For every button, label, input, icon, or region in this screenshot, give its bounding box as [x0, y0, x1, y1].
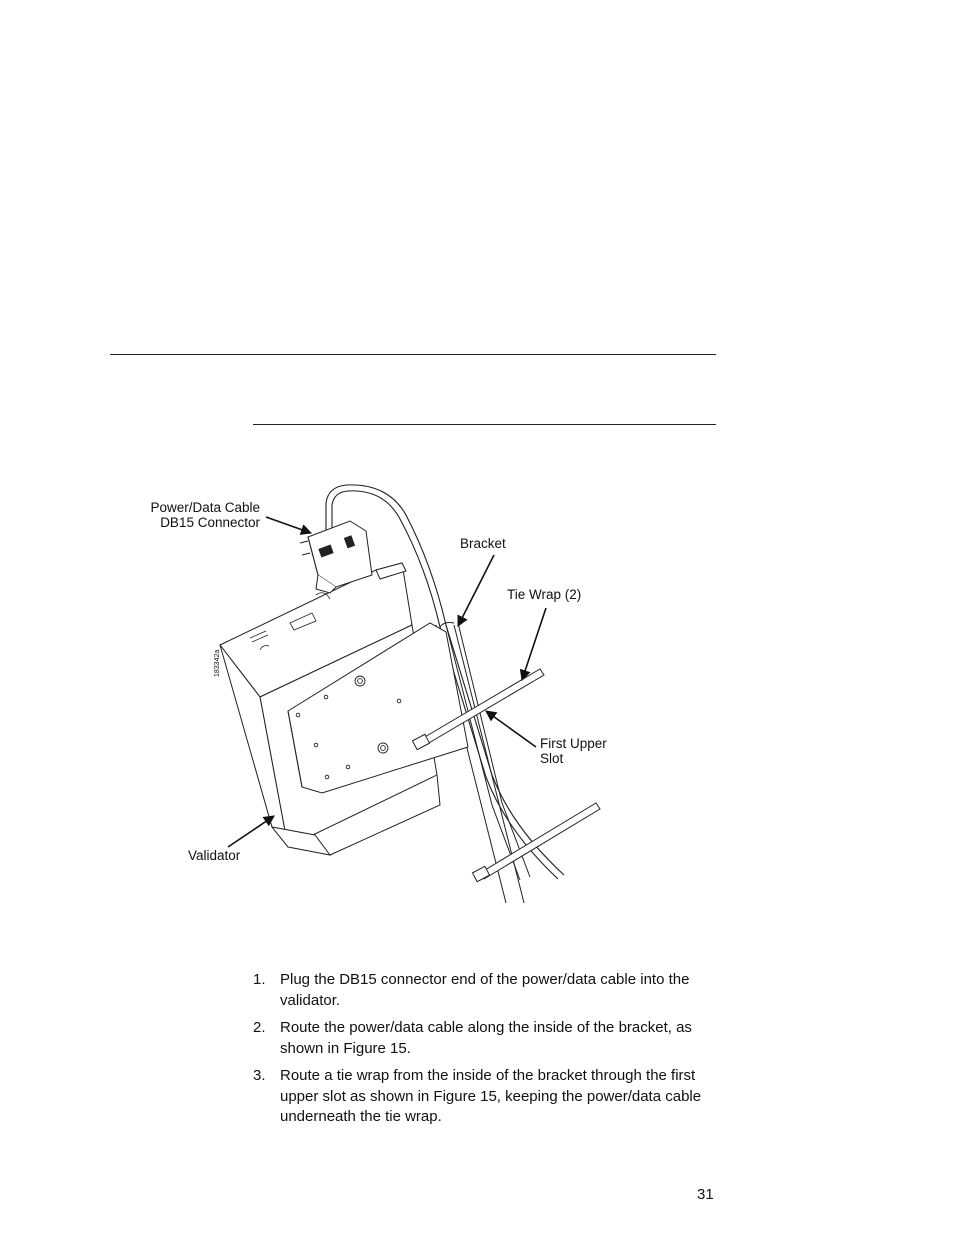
list-item: [253, 970, 718, 1011]
step-text: Route the power/data cable along the inside of the bracket, as shown in Figure 15.: [280, 1019, 692, 1057]
step-number: 1.: [253, 971, 266, 988]
step-number: 2.: [253, 1019, 266, 1036]
instruction-steps: [253, 970, 718, 1135]
callout-validator: Validator: [188, 848, 241, 863]
page-number: 31: [697, 1186, 714, 1203]
figure-validator-installation: [140, 475, 660, 915]
step-text: Route a tie wrap from the inside of the bracket through the first upper slot as shown in Figure 15, keeping the power/data cable underneath the tie wrap.: [280, 1067, 702, 1125]
first-upper-slot-leader: [486, 711, 536, 747]
section-rule: [110, 354, 716, 355]
callout-bracket: Bracket: [460, 536, 506, 551]
figure-code: 183342a: [214, 649, 221, 677]
subsection-rule: [253, 424, 716, 425]
validator-leader: [228, 816, 274, 847]
bracket-leader: [458, 555, 494, 626]
step-text: Plug the DB15 connector end of the power/data cable into the validator.: [280, 971, 690, 1009]
list-item: [253, 1066, 718, 1128]
callout-first-upper-slot: First Upper Slot: [540, 736, 607, 766]
tie-wrap-leader: [522, 608, 546, 680]
power-cable-leader: [266, 517, 311, 533]
list-item: [253, 1018, 718, 1059]
callout-tie-wrap: Tie Wrap (2): [507, 587, 582, 602]
step-number: 3.: [253, 1067, 266, 1084]
callout-power-data-cable: Power/Data Cable DB15 Connector: [150, 500, 260, 530]
tie-wrap-lower: [472, 803, 600, 882]
